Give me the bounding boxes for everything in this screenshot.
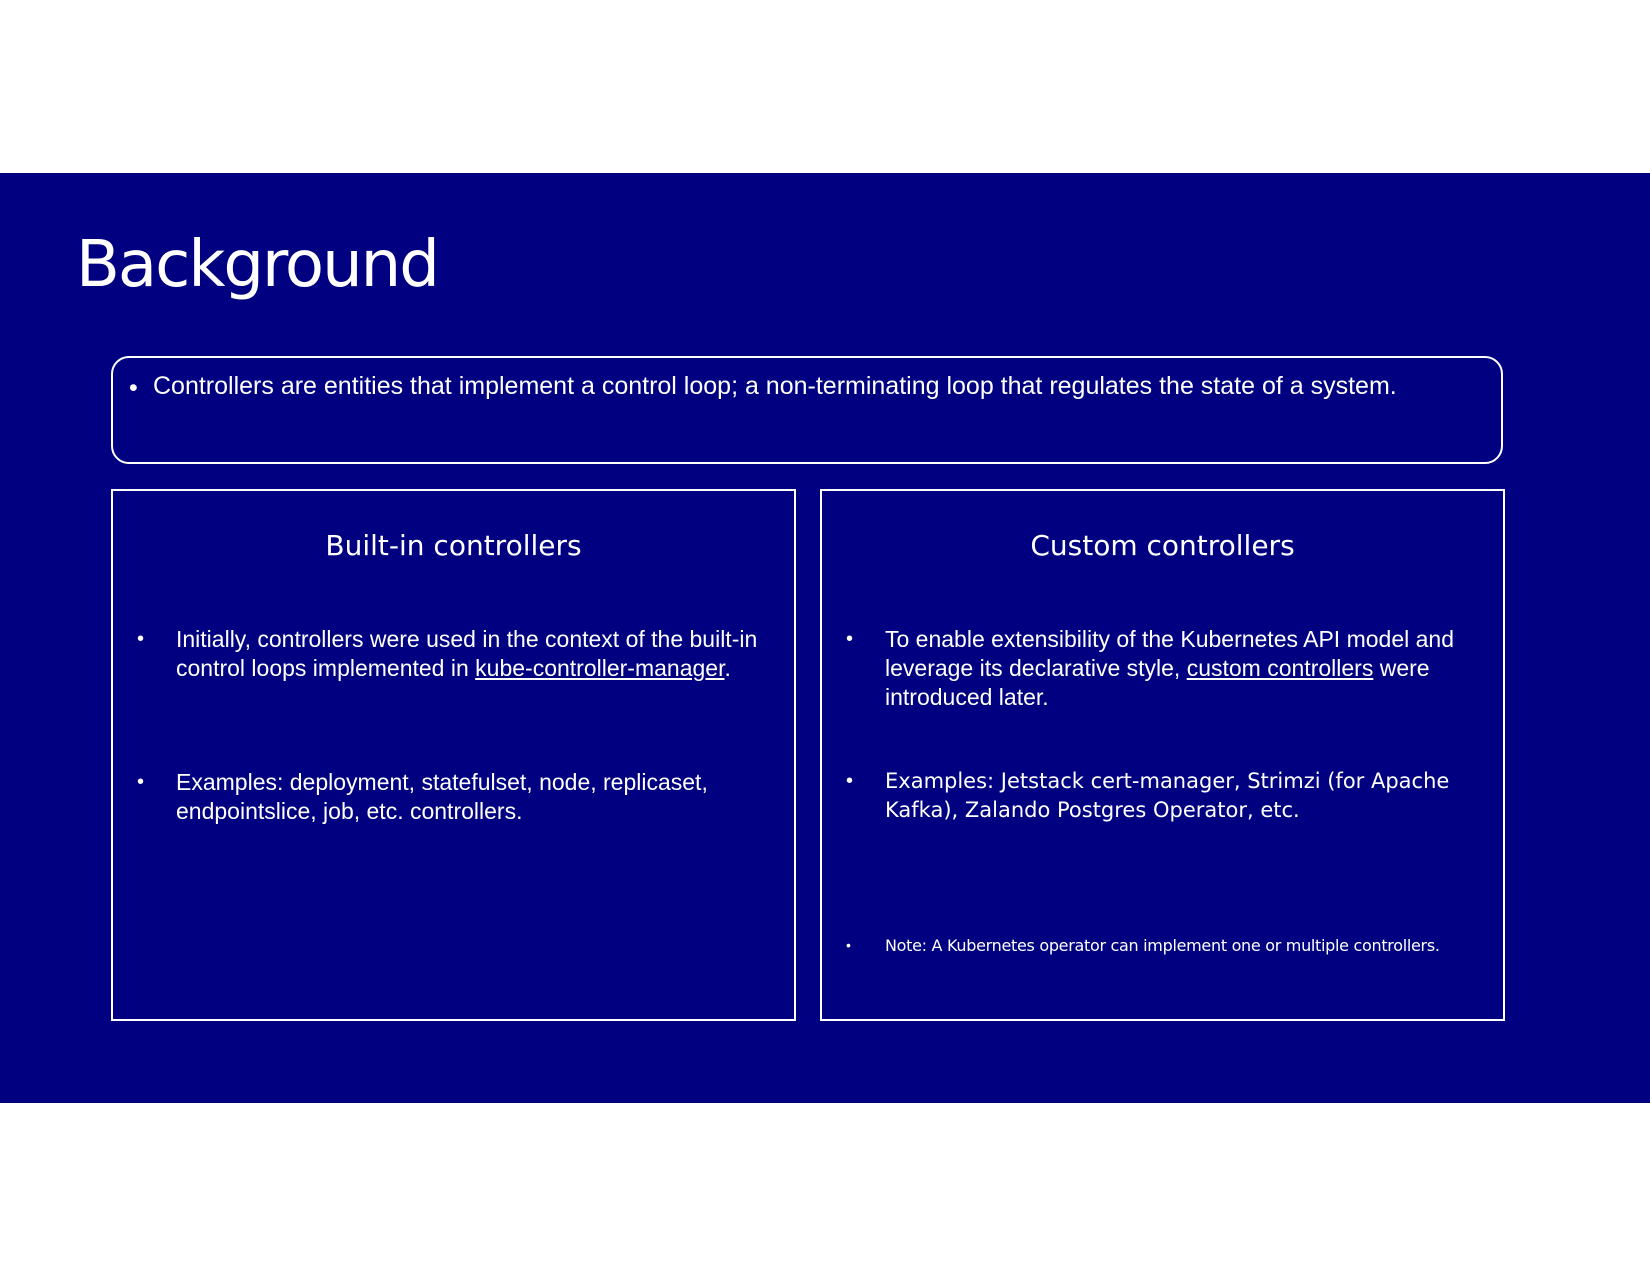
bullet: •: [846, 937, 851, 953]
builtin-item-2-text: Examples: deployment, statefulset, node, replicaset, endpointslice, job, etc. controllers.: [176, 769, 708, 824]
bullet: •: [846, 770, 854, 792]
builtin-item-1-text: [176, 625, 766, 683]
custom-controllers-link[interactable]: custom controllers: [1186, 655, 1374, 681]
builtin-item-1-after: .: [724, 655, 731, 681]
custom-item-1-before: To enable extensibility of the Kubernetes API model and leverage its declarative style,: [885, 626, 1454, 681]
slide: [0, 173, 1650, 1103]
builtin-item-1-before: Initially, controllers were used in the context of the built-in control loops implemented in: [176, 626, 758, 681]
bullet: •: [137, 628, 145, 650]
summary-text: Controllers are entities that implement a control loop; a non-terminating loop that regulates the state of a system.: [153, 372, 1397, 400]
custom-note-text: Note: A Kubernetes operator can implement one or multiple controllers.: [885, 936, 1440, 955]
custom-controllers-panel: [820, 489, 1505, 1021]
custom-item-2-text: Examples: Jetstack cert-manager, Strimzi (for Apache Kafka), Zalando Postgres Operator, etc.: [885, 769, 1450, 822]
bullet: •: [846, 628, 854, 650]
custom-controllers-heading: Custom controllers: [1030, 529, 1295, 562]
slide-title: Background: [76, 228, 438, 302]
summary-bullet: •: [129, 374, 138, 402]
builtin-controllers-panel: [111, 489, 796, 1021]
summary-box: [111, 356, 1503, 464]
bullet: •: [137, 771, 145, 793]
kube-controller-manager-link[interactable]: kube-controller-manager: [475, 655, 725, 681]
custom-item-1-after: were introduced later.: [885, 655, 1430, 710]
builtin-controllers-heading: Built-in controllers: [325, 529, 582, 562]
custom-item-1-text: [885, 625, 1475, 712]
